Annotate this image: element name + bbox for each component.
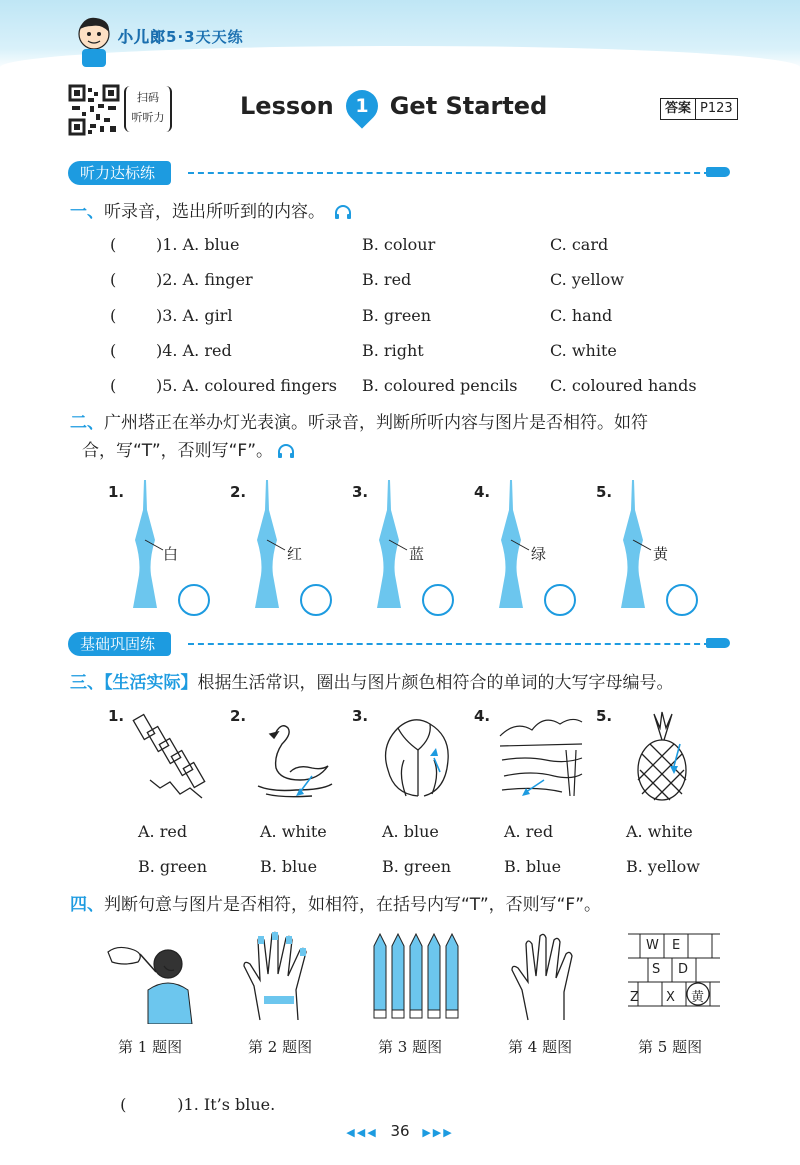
lesson-title: Get Started <box>389 92 548 120</box>
answer-blank[interactable]: ( <box>110 341 117 360</box>
page-title <box>240 86 547 126</box>
q3-item-2-number: 2. <box>230 707 247 725</box>
left-arrows-icon: ◀◀◀ <box>346 1126 378 1139</box>
section-bar-basic <box>68 632 730 656</box>
answer-circle[interactable] <box>178 584 210 616</box>
q3-item-4-number: 4. <box>474 707 491 725</box>
key-s: S <box>652 962 661 977</box>
hand-icon <box>510 930 580 1022</box>
question-2-instruction <box>70 409 750 465</box>
q3-item-1-option-a[interactable]: A. red <box>138 822 188 841</box>
section-label-basic: 基础巩固练 <box>68 632 171 656</box>
scan-line1: 扫码 <box>137 91 159 104</box>
q1-item-2 <box>110 268 710 292</box>
key-x: X <box>666 990 675 1005</box>
answer-reference <box>660 98 738 120</box>
tower-1-number: 1. <box>108 483 125 501</box>
keyboard-icon <box>628 930 720 1024</box>
question-3-number: 三、 <box>70 673 104 693</box>
answer-blank[interactable]: ( <box>110 235 117 254</box>
answer-circle[interactable] <box>544 584 576 616</box>
q3-item-1-number: 1. <box>108 707 125 725</box>
answer-blank[interactable]: ( <box>110 270 117 289</box>
question-1-instruction <box>70 198 352 226</box>
q3-item-3-number: 3. <box>352 707 369 725</box>
question-3-tag: 【生活实际】 <box>104 673 198 693</box>
figure-caption-5: 第 5 题图 <box>638 1038 703 1056</box>
q3-item-5-option-b[interactable]: B. yellow <box>626 857 700 876</box>
brand-prefix: 小儿郎 <box>118 28 167 46</box>
section-label-listening: 听力达标练 <box>68 161 171 185</box>
q3-item-4-option-a[interactable]: A. red <box>504 822 554 841</box>
lesson-number-badge <box>339 83 384 128</box>
pencil-icon <box>706 167 730 177</box>
q3-item-4-option-b[interactable]: B. blue <box>504 857 562 876</box>
brand-suffix: 5·3天天练 <box>166 28 244 46</box>
q3-item-5-number: 5. <box>596 707 613 725</box>
page-number: 36 <box>390 1122 410 1140</box>
headphones-icon[interactable] <box>334 204 352 220</box>
firecrackers-icon <box>130 710 220 802</box>
figure-caption-2: 第 2 题图 <box>248 1038 313 1056</box>
q1-item-3 <box>110 304 710 328</box>
hand-painted-nails-icon <box>240 930 322 1026</box>
tower-4-color: 绿 <box>531 545 547 563</box>
pineapple-icon <box>630 710 694 802</box>
section-bar-listening <box>68 161 730 185</box>
scan-line2: 听听力 <box>131 111 165 124</box>
answer-circle[interactable] <box>422 584 454 616</box>
tower-3-color: 蓝 <box>409 545 425 563</box>
section-divider <box>188 643 710 645</box>
question-4-number: 四、 <box>70 895 104 915</box>
option-c: C. hand <box>550 306 613 325</box>
option-b: B. green <box>362 306 432 325</box>
option-c: C. coloured hands <box>550 376 697 395</box>
cabbage-icon <box>374 710 464 800</box>
tower-2-number: 2. <box>230 483 247 501</box>
figure-caption-3: 第 3 题图 <box>378 1038 443 1056</box>
q1-item-4 <box>110 339 710 363</box>
option-a: )5. A. coloured fingers <box>156 376 337 395</box>
option-c: C. yellow <box>550 270 624 289</box>
answer-page: P123 <box>695 99 737 119</box>
qr-code-icon[interactable] <box>68 84 120 136</box>
key-yellow: 黄 <box>691 990 705 1005</box>
boy-mascot-icon <box>72 14 116 68</box>
q1-item-5 <box>110 374 710 398</box>
tower-5-number: 5. <box>596 483 613 501</box>
q3-item-2-option-a[interactable]: A. white <box>260 822 327 841</box>
answer-blank[interactable]: ( <box>110 376 117 395</box>
lesson-number: 1 <box>355 95 369 117</box>
answer-circle[interactable] <box>300 584 332 616</box>
answer-blank[interactable]: ( <box>110 306 117 325</box>
option-b: B. right <box>362 341 424 360</box>
figure-caption-1: 第 1 题图 <box>118 1038 183 1056</box>
key-w: W <box>646 938 659 953</box>
brand-logo <box>118 26 244 47</box>
question-1-text: 听录音，选出所听到的内容。 <box>104 202 325 222</box>
question-3-text: 根据生活常识，圈出与图片颜色相符合的单词的大写字母编号。 <box>197 673 674 693</box>
q4-item-1-text[interactable]: ( )1. It’s blue. <box>120 1095 276 1114</box>
option-b: B. colour <box>362 235 436 254</box>
key-z: Z <box>630 990 639 1005</box>
q1-item-1 <box>110 233 710 257</box>
pencil-icon <box>706 638 730 648</box>
option-a: )1. A. blue <box>156 235 240 254</box>
q3-item-3-option-a[interactable]: A. blue <box>382 822 439 841</box>
option-b: B. coloured pencils <box>362 376 518 395</box>
right-arrows-icon: ▶▶▶ <box>422 1126 454 1139</box>
tower-3-number: 3. <box>352 483 369 501</box>
option-a: )2. A. finger <box>156 270 253 289</box>
blue-pencils-icon <box>368 930 462 1022</box>
q4-item-1 <box>110 1069 710 1114</box>
page-footer <box>0 1122 800 1140</box>
question-2-line2: 合，写“T”，否则写“F”。 <box>82 441 274 461</box>
question-3-instruction <box>70 669 674 697</box>
question-2-line1: 广州塔正在举办灯光表演。听录音，判断所听内容与图片是否相符。如符 <box>104 413 648 433</box>
option-b: B. red <box>362 270 412 289</box>
boy-drawing-icon <box>104 932 196 1024</box>
headphones-icon[interactable] <box>277 443 295 459</box>
tower-5-color: 黄 <box>653 545 669 563</box>
section-divider <box>188 172 710 174</box>
question-2-number: 二、 <box>70 413 104 433</box>
key-e: E <box>672 938 681 953</box>
tower-1-color: 白 <box>163 545 179 563</box>
q3-item-1-option-b[interactable]: B. green <box>138 857 208 876</box>
tower-4-number: 4. <box>474 483 491 501</box>
q3-item-5-option-a[interactable]: A. white <box>626 822 693 841</box>
swan-icon <box>252 714 338 800</box>
option-a: )3. A. girl <box>156 306 233 325</box>
figure-caption-4: 第 4 题图 <box>508 1038 573 1056</box>
q3-item-2-option-b[interactable]: B. blue <box>260 857 318 876</box>
q3-item-3-option-b[interactable]: B. green <box>382 857 452 876</box>
option-c: C. white <box>550 341 617 360</box>
lesson-word: Lesson <box>240 92 334 120</box>
tower-2-color: 红 <box>287 545 303 563</box>
question-4-text: 判断句意与图片是否相符，如相符，在括号内写“T”，否则写“F”。 <box>104 895 602 915</box>
key-d: D <box>678 962 689 977</box>
option-c: C. card <box>550 235 609 254</box>
answer-label: 答案 <box>661 99 695 119</box>
question-4-instruction <box>70 891 601 919</box>
answer-circle[interactable] <box>666 584 698 616</box>
scan-to-listen <box>124 86 172 132</box>
option-a: )4. A. red <box>156 341 232 360</box>
question-1-number: 一、 <box>70 202 104 222</box>
sea-landscape-icon <box>496 710 586 800</box>
